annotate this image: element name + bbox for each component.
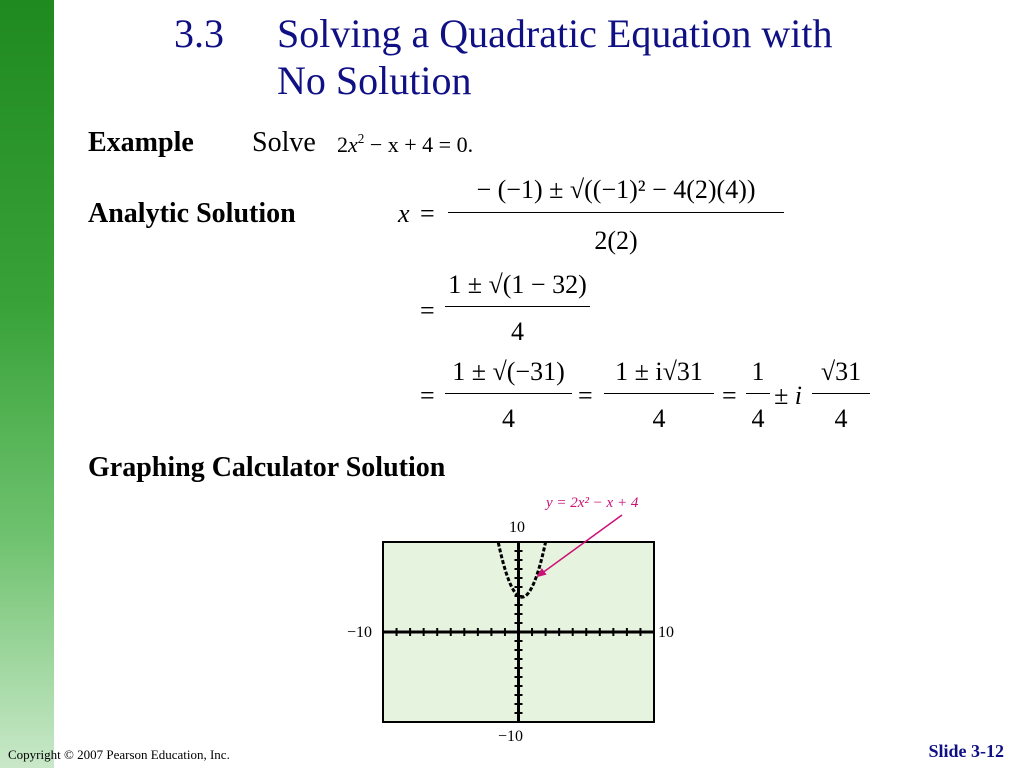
step3c-numerator: 1	[751, 357, 765, 386]
equation-exponent: 2	[357, 130, 365, 146]
step2-numerator: 1 ± √(1 − 32)	[448, 270, 587, 299]
section-number: 3.3	[174, 11, 224, 56]
solve-word: Solve	[252, 127, 316, 158]
example-label: Example	[88, 127, 194, 158]
slide-title-line-2: No Solution	[277, 58, 472, 103]
step1-denominator: 2(2)	[594, 226, 638, 255]
step3a-denominator: 4	[502, 404, 515, 433]
slide-title-line-1: Solving a Quadratic Equation with	[277, 11, 833, 56]
equation-rest: − x + 4 = 0.	[364, 132, 474, 157]
plus-minus-i: ± i	[774, 381, 802, 410]
x-max-label: 10	[658, 624, 674, 641]
y-min-label: −10	[498, 728, 524, 745]
lhs-x: x	[398, 199, 410, 228]
equals-3: =	[420, 381, 435, 410]
equation-variable: x	[348, 132, 358, 157]
equals-4: =	[578, 381, 593, 410]
step2-denominator: 4	[511, 317, 524, 346]
step3d-denominator: 4	[834, 404, 848, 433]
step3b-numerator: 1 ± i√31	[615, 357, 703, 386]
step3d-numerator: √31	[820, 357, 862, 386]
x-min-label: −10	[347, 624, 373, 641]
analytic-solution-label: Analytic Solution	[88, 198, 296, 229]
equals-5: =	[722, 381, 737, 410]
equation-coefficient: 2	[337, 132, 348, 157]
step3b-denominator: 4	[652, 404, 666, 433]
step3c-denominator: 4	[751, 404, 765, 433]
equals-1: =	[420, 199, 435, 228]
function-label: y = 2x² − x + 4	[546, 495, 639, 511]
y-max-label: 10	[509, 519, 525, 536]
slide-number: Slide 3-12	[928, 741, 1004, 761]
equals-2: =	[420, 296, 435, 325]
step1-numerator: − (−1) ± √((−1)² − 4(2)(4))	[476, 175, 756, 204]
step3a-numerator: 1 ± √(−31)	[452, 357, 565, 386]
copyright-notice: Copyright © 2007 Pearson Education, Inc.	[8, 747, 230, 762]
graphing-solution-label: Graphing Calculator Solution	[88, 452, 446, 483]
